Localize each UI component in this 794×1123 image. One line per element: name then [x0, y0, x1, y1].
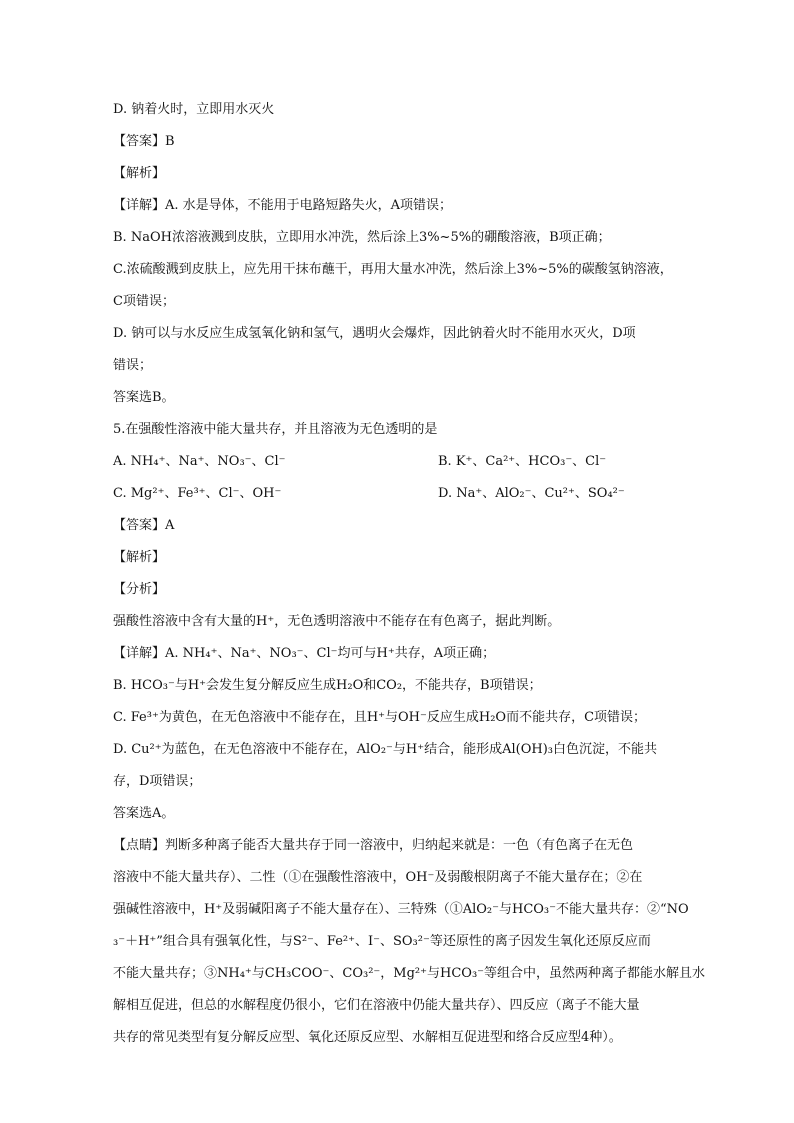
detail-line: 错误；	[113, 358, 153, 373]
question-stem: 5.在强酸性溶液中能大量共存，并且溶液为无色透明的是	[113, 422, 438, 437]
tip-line: 溶液中不能大量共存）、二性（①在强酸性溶液中，OH⁻及弱酸根阴离子不能大量存在；②在	[113, 870, 643, 885]
analysis-heading: 【解析】	[113, 550, 166, 565]
options-row	[113, 484, 683, 504]
tip-line: 解相互促进，但总的水解程度仍很小，它们在溶液中仍能大量共存）、四反应（离子不能大量	[113, 998, 640, 1013]
answer-heading: 【答案】A	[113, 518, 175, 533]
detail-line: B. HCO₃⁻与H⁺会发生复分解反应生成H₂O和CO₂，不能共存，B项错误；	[113, 678, 542, 693]
option-d: D. Na⁺、AlO₂⁻、Cu²⁺、SO₄²⁻	[438, 486, 625, 501]
tip-line: 不能大量共存；③NH₄⁺与CH₃COO⁻、CO₃²⁻，Mg²⁺与HCO₃⁻等组合中，虽然两种离子都能水解且水	[113, 966, 706, 981]
answer-choice-line: 答案选A。	[113, 806, 175, 821]
detail-line: C. Fe³⁺为黄色，在无色溶液中不能存在，且H⁺与OH⁻反应生成H₂O而不能共存，C项错误；	[113, 710, 647, 725]
options-row	[113, 452, 683, 472]
answer-heading: 【答案】B	[113, 134, 175, 149]
detail-line: 【详解】A. NH₄⁺、Na⁺、NO₃⁻、Cl⁻均可与H⁺共存，A项正确；	[113, 646, 496, 661]
tip-line: 强碱性溶液中，H⁺及弱碱阳离子不能大量存在）、三特殊（①AlO₂⁻与HCO₃⁻不能大量共存：②“NO	[113, 902, 689, 917]
detail-line: 存，D项错误；	[113, 774, 202, 789]
analysis-subheading: 【分析】	[113, 582, 166, 597]
option-b: B. K⁺、Ca²⁺、HCO₃⁻、Cl⁻	[438, 454, 607, 469]
option-d-line: D. 钠着火时，立即用水灭火	[113, 102, 275, 117]
detail-line: C.浓硫酸溅到皮肤上，应先用干抹布蘸干，再用大量水冲洗，然后涂上3%~5%的碳酸氢钠溶液，	[113, 262, 673, 277]
option-c: C. Mg²⁺、Fe³⁺、Cl⁻、OH⁻	[113, 486, 282, 501]
answer-choice-line: 答案选B。	[113, 390, 175, 405]
detail-line: D. 钠可以与水反应生成氢氧化钠和氢气，遇明火会爆炸，因此钠着火时不能用水灭火，D项	[113, 326, 636, 341]
tip-line: ₃⁻＋H⁺”组合具有强氧化性，与S²⁻、Fe²⁺、I⁻、SO₃²⁻等还原性的离子因发生氧化还原反应而	[113, 934, 651, 949]
analysis-heading: 【解析】	[113, 166, 166, 181]
detail-line: C项错误；	[113, 294, 175, 309]
detail-line: D. Cu²⁺为蓝色，在无色溶液中不能存在，AlO₂⁻与H⁺结合，能形成Al(OH)₃白色沉淀，不能共	[113, 742, 657, 757]
detail-line: B. NaOH浓溶液溅到皮肤，立即用水冲洗，然后涂上3%~5%的硼酸溶液，B项正确；	[113, 230, 611, 245]
analysis-line: 强酸性溶液中含有大量的H⁺，无色透明溶液中不能存在有色离子，据此判断。	[113, 614, 561, 629]
detail-line: 【详解】A. 水是导体，不能用于电路短路失火，A项错误；	[113, 198, 453, 213]
tip-line: 【点睛】判断多种离子能否大量共存于同一溶液中，归纳起来就是：一色（有色离子在无色	[113, 838, 634, 853]
option-a: A. NH₄⁺、Na⁺、NO₃⁻、Cl⁻	[113, 454, 286, 469]
tip-line: 共存的常见类型有复分解反应型、氧化还原反应型、水解相互促进型和络合反应型4种）。	[113, 1030, 622, 1045]
